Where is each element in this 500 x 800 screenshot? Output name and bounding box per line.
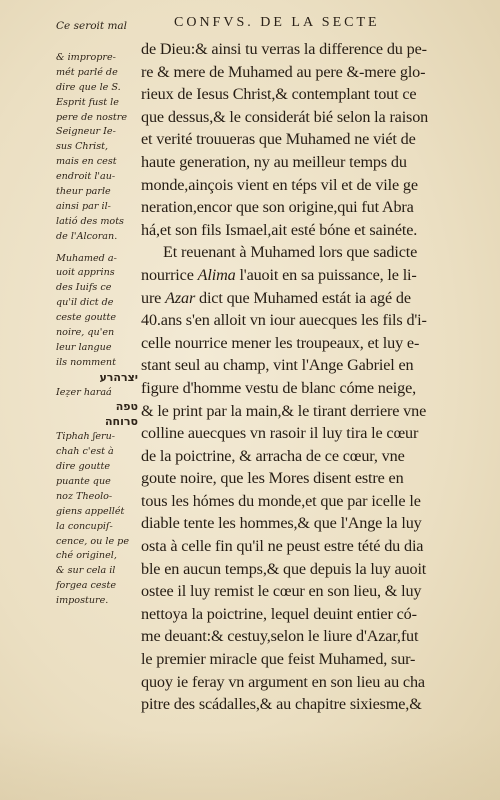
margin-note-line: ché originel, <box>56 550 117 562</box>
text-line: quoy ie feray vn argument en son lieu au cha <box>141 672 425 691</box>
corner-margin-note: Ce seroit mal <box>56 20 128 32</box>
margin-note-line: ainsi par il- <box>56 200 111 212</box>
text-line: nettoya la poictrine, lequel deuint entier có- <box>141 604 417 623</box>
text-line: haute generation, ny au meilleur temps du <box>141 152 407 171</box>
margin-note-line: mét parlé de <box>56 66 118 78</box>
margin-note-line: la concupiſ- <box>56 520 113 532</box>
margin-note-line: puante que <box>56 475 111 487</box>
margin-note-line: pere de nostre <box>56 111 127 123</box>
text-line: monde,ainçois vient en téps vil et de vile ge <box>141 175 418 194</box>
text-line: tous les hómes du monde,et que par icelle le <box>141 491 421 510</box>
text-line: osta à celle fin qu'il ne peust estre tété du dia <box>141 537 424 556</box>
text-line: de la poictrine, & arracha de ce cœur, vne <box>141 446 405 465</box>
text-line: 40.ans s'en alloit vn iour auecques les fils d'i- <box>141 311 427 330</box>
text-segment: nourrice <box>141 265 198 284</box>
text-line: me deuant:& cestuy,selon le liure d'Azar,fut <box>141 627 419 646</box>
margin-note-line: noire, qu'en <box>56 327 115 339</box>
text-segment: dict que Muhamed estát ia agé de <box>195 288 411 307</box>
margin-note-line: des Iuifs ce <box>56 282 112 294</box>
text-line: le premier miracle que feist Muhamed, sur- <box>141 650 416 669</box>
margin-note-line: mais en cest <box>56 156 117 168</box>
margin-note-line: Tiphah ʃeru- <box>56 431 116 443</box>
margin-note-line: sus Christ, <box>56 141 109 153</box>
margin-notes-column <box>56 51 138 609</box>
text-line: que dessus,& le considerát bié selon la raison <box>141 107 429 126</box>
margin-note-line: Muhamed a- <box>56 252 117 264</box>
text-line: et verité trouueras que Muhamed ne viét de <box>141 130 416 149</box>
margin-note-line: leur langue <box>56 341 112 353</box>
text-line: de Dieu:& ainsi tu verras la difference du pe- <box>141 40 427 58</box>
margin-note-line: forgea ceste <box>56 580 117 592</box>
text-segment: ure <box>141 288 166 307</box>
text-line: neration,encor que son origine,qui fut Abra <box>141 198 414 217</box>
text-segment: l'auoit en sa puissance, le li- <box>235 265 417 284</box>
text-line: rieux de Iesus Christ,& contemplant tout ce <box>141 85 417 104</box>
text-line: colline auecques vn rasoir il luy tira le cœur <box>141 424 419 443</box>
running-head <box>56 6 496 40</box>
margin-note-line: Esprit fust le <box>56 96 119 108</box>
text-line: pitre des scádalles,& au chapitre sixiesme,& <box>141 695 422 714</box>
text-line: figure d'homme vestu de blanc cóme neige, <box>141 378 417 397</box>
margin-note-line: theur parle <box>56 186 111 198</box>
margin-note-line: ceste goutte <box>56 312 117 324</box>
text-line: & le print par la main,& le tirant derriere vne <box>141 401 427 420</box>
margin-note-line: טפה <box>115 400 138 414</box>
text-line: celle nourrice mener les troupeaux, et luy e- <box>141 333 420 352</box>
text-line: stant seul au champ, vint l'Ange Gabriel en <box>141 356 414 375</box>
text-line: diable tente les hommes,& que l'Ange la luy <box>141 514 422 533</box>
text-line <box>141 287 486 310</box>
margin-note-line: uoit apprins <box>56 267 115 279</box>
text-line: ble en aucun temps,& que depuis la luy auoit <box>141 559 427 578</box>
text-line: re & mere de Muhamed au pere &-mere glo- <box>141 62 426 81</box>
italic-name: Alima <box>197 265 236 284</box>
margin-note-line: de l'Alcoran. <box>56 230 118 242</box>
text-line <box>141 264 486 287</box>
margin-note-line: dire goutte <box>56 461 111 473</box>
margin-note-line: latió des mots <box>56 215 124 227</box>
margin-note-line: & impropre- <box>56 52 116 63</box>
paper-stain <box>0 730 500 800</box>
margin-note-line: & sur cela il <box>56 565 116 577</box>
margin-note-line: giens appellét <box>56 505 125 517</box>
margin-note-line: qu'il dict de <box>56 297 114 309</box>
margin-note-line: יצרהרע <box>99 370 138 384</box>
text-line: Et reuenant à Muhamed lors que sadicte <box>163 243 418 262</box>
running-title: CONFVS. DE LA SECTE <box>174 15 380 30</box>
margin-note-line: Seigneur Ie- <box>56 126 116 138</box>
main-text-column <box>141 38 486 716</box>
margin-note-line: cence, ou le pe <box>56 535 129 547</box>
italic-name: Azar <box>165 288 196 307</box>
text-line: goute noire, que les Mores disent estre en <box>141 469 404 488</box>
margin-note-line: dire que le S. <box>56 81 121 93</box>
margin-note-line: chah c'est à <box>56 446 114 458</box>
margin-note-line: imposture. <box>56 595 109 607</box>
margin-note-line: noz Theolo- <box>56 490 113 502</box>
text-line: ostee il luy remist le cœur en son lieu, & luy <box>141 582 422 601</box>
margin-note-line: ils nomment <box>56 356 116 368</box>
text-line: há,et son fils Ismael,ait esté bóne et sainéte. <box>141 220 418 239</box>
margin-note-line: endroit l'au- <box>56 171 116 183</box>
margin-note-line <box>56 245 138 252</box>
margin-note-line: Ieẓer haraá <box>56 386 112 398</box>
margin-note-line: סרוחה <box>105 415 138 429</box>
